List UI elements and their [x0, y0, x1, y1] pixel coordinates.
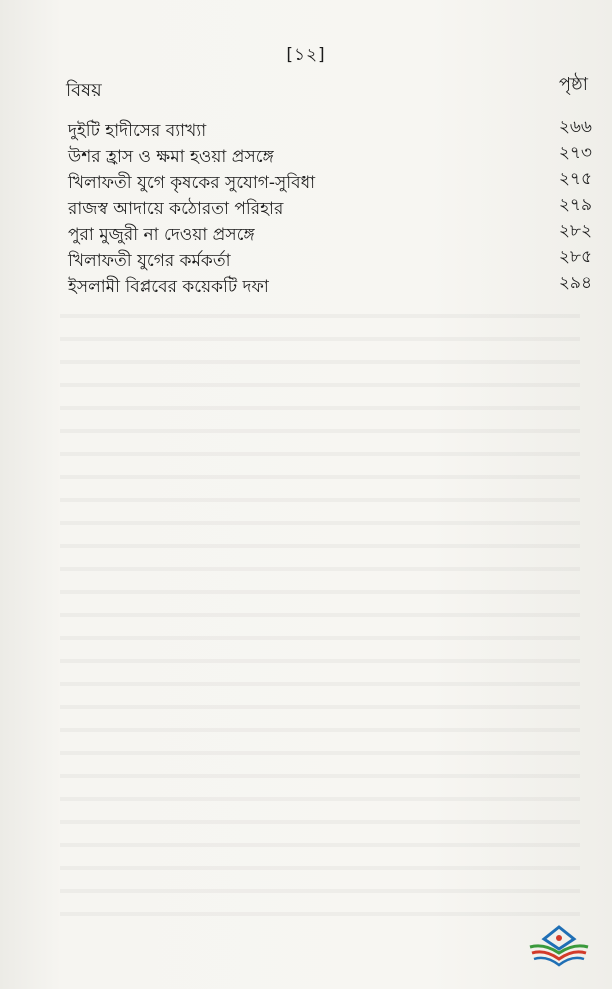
book-logo-icon	[524, 923, 594, 967]
toc-entry-title: খিলাফতী যুগে কৃষকের সুযোগ-সুবিধা	[68, 173, 316, 193]
toc-entry-page: ২৬৬	[558, 117, 592, 137]
show-through-texture	[60, 300, 580, 920]
toc-entry	[68, 248, 592, 274]
toc-entry-title: পুরা মুজুরী না দেওয়া প্রসঙ্গে	[68, 225, 255, 245]
toc-entry-title: দুইটি হাদীসের ব্যাখ্যা	[68, 121, 207, 141]
table-of-contents	[68, 118, 592, 300]
page-column-header: পৃষ্ঠা	[558, 74, 588, 95]
toc-entry	[68, 144, 592, 170]
toc-entry-page: ২৮৫	[558, 247, 592, 267]
toc-entry-title: খিলাফতী যুগের কর্মকর্তা	[68, 251, 231, 271]
subject-column-header: বিষয়	[66, 80, 102, 101]
page-number: [১২]	[286, 45, 326, 65]
toc-entry-title: ইসলামী বিপ্লবের কয়েকটি দফা	[68, 277, 269, 297]
toc-entry-page: ২৭৫	[558, 169, 592, 189]
toc-entry-title: রাজস্ব আদায়ে কঠোরতা পরিহার	[68, 199, 284, 219]
toc-entry	[68, 118, 592, 144]
toc-entry-page: ২৯৪	[558, 273, 592, 293]
toc-entry-page: ২৭৩	[558, 143, 592, 163]
toc-entry-title: উশর হ্রাস ও ক্ষমা হওয়া প্রসঙ্গে	[68, 147, 274, 167]
toc-entry-page: ২৮২	[558, 221, 592, 241]
toc-entry	[68, 196, 592, 222]
toc-entry-page: ২৭৯	[558, 195, 592, 215]
toc-entry	[68, 222, 592, 248]
toc-entry	[68, 274, 592, 300]
toc-entry	[68, 170, 592, 196]
